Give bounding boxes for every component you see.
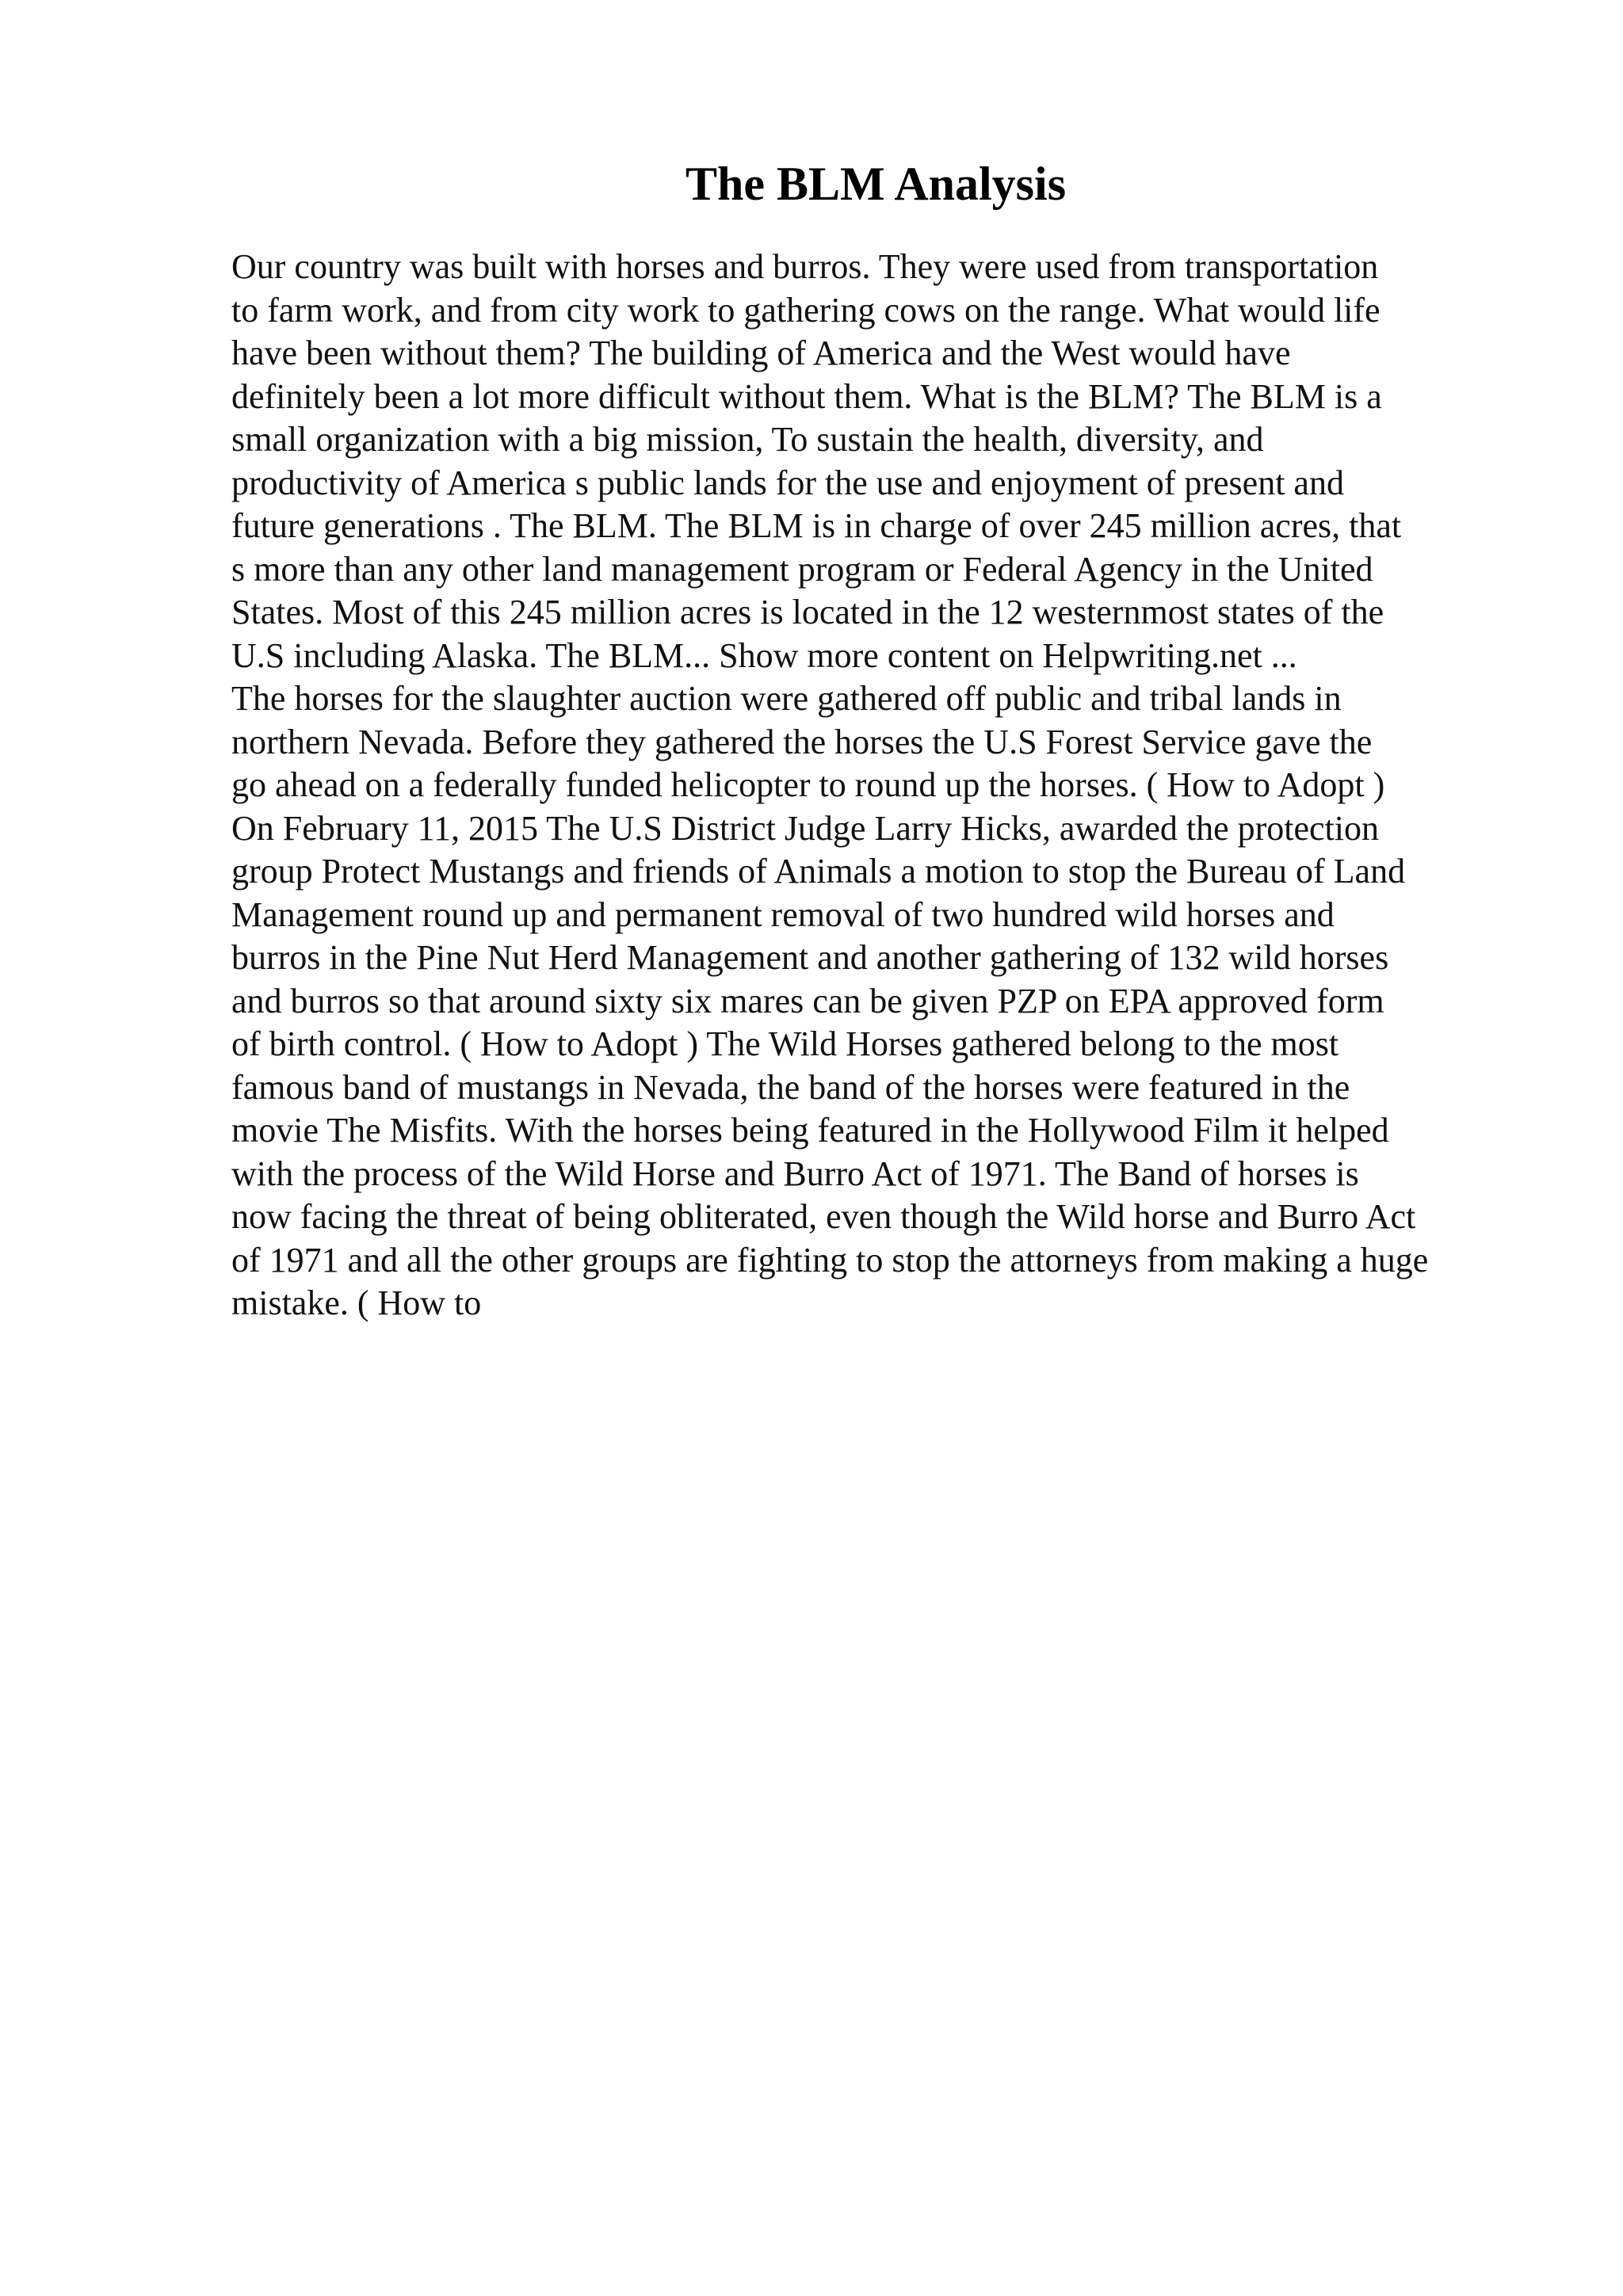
body-line: On February 11, 2015 The U.S District Judge Larry Hicks, awarded the protection [231,808,1379,848]
body-line: s more than any other land management program or Federal Agency in the United [231,549,1373,589]
body-line: group Protect Mustangs and friends of Animals a motion to stop the Bureau of Land [231,852,1406,891]
body-line: U.S including Alaska. The BLM... Show more content on Helpwriting.net ... [231,635,1297,675]
body-line: go ahead on a federally funded helicopter to round up the horses. ( How to Adopt ) [231,765,1385,804]
body-line: definitely been a lot more difficult without them. What is the BLM? The BLM is a [231,376,1382,416]
document-body [231,246,1531,1325]
body-line: small organization with a big mission, To sustain the health, diversity, and [231,420,1264,459]
body-line: States. Most of this 245 million acres is located in the 12 westernmost states of the [231,593,1384,631]
body-line: and burros so that around sixty six mares can be given PZP on EPA approved form [231,981,1384,1020]
body-line: now facing the threat of being obliterated, even though the Wild horse and Burro Act [231,1197,1416,1236]
body-line: mistake. ( How to [231,1283,482,1322]
body-line: have been without them? The building of America and the West would have [231,334,1291,372]
body-line: of 1971 and all the other groups are fighting to stop the attorneys from making a huge [231,1240,1429,1280]
body-line: The horses for the slaughter auction were gathered off public and tribal lands in [231,679,1342,718]
body-line: Our country was built with horses and burros. They were used from transportation [231,247,1379,286]
body-line: northern Nevada. Before they gathered the horses the U.S Forest Service gave the [231,722,1373,761]
body-line: future generations . The BLM. The BLM is in charge of over 245 million acres, that [231,506,1402,545]
body-line: to farm work, and from city work to gathering cows on the range. What would life [231,290,1381,330]
document-title: The BLM Analysis [685,158,1067,210]
body-line: burros in the Pine Nut Herd Management and another gathering of 132 wild horses [231,938,1389,977]
body-line: productivity of America s public lands for the use and enjoyment of present and [231,463,1344,502]
body-line: of birth control. ( How to Adopt ) The Wild Horses gathered belong to the most [231,1024,1339,1063]
body-line: famous band of mustangs in Nevada, the band of the horses were featured in the [231,1067,1350,1107]
body-line: movie The Misfits. With the horses being featured in the Hollywood Film it helped [231,1111,1389,1150]
body-line: with the process of the Wild Horse and Burro Act of 1971. The Band of horses is [231,1154,1359,1193]
body-line: Management round up and permanent removal of two hundred wild horses and [231,894,1335,934]
